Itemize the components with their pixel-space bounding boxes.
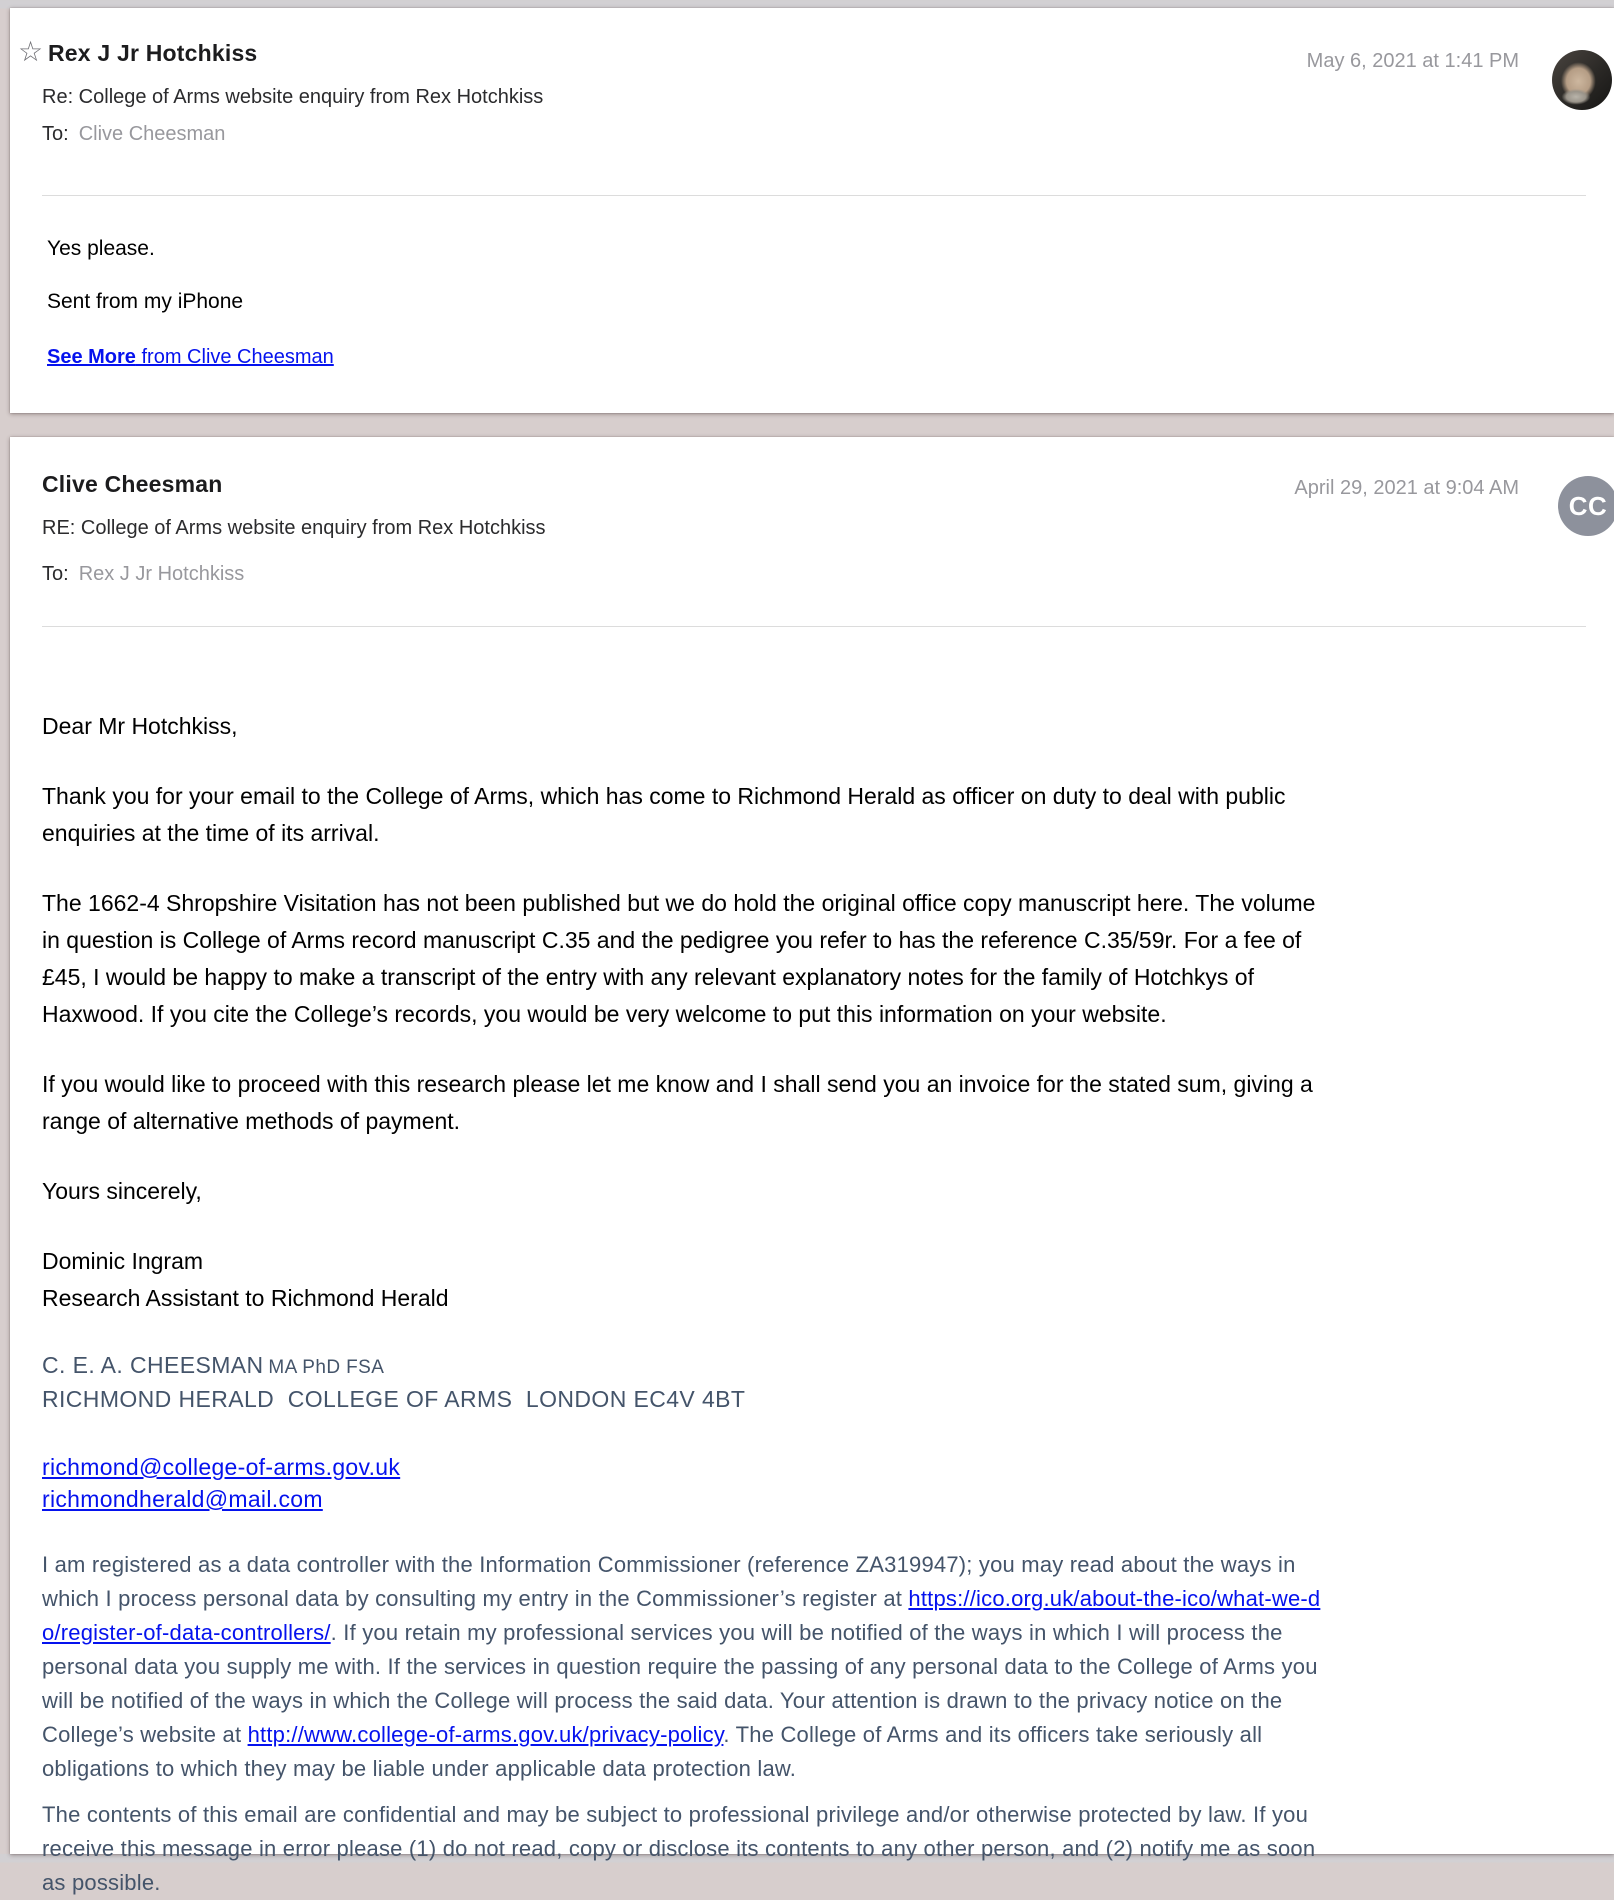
header-separator (42, 626, 1586, 627)
text-segment: . If you retain my professional services you will be notified of the ways in which I will process the personal data you supply me with. If the services in question require the passing of any personal data to the College of Arms you will be notified of the ways in which the College will process the said data. Your attention is drawn to the privacy notice on the College’s website at (42, 1620, 1318, 1747)
body-paragraph-2: The 1662-4 Shropshire Visitation has not been published but we do hold the original office copy manuscript here. The volume in question is College of Arms record manuscript C.35 and the pedigree you refer to has the reference C.35/59r. For a fee of £45, I would be happy to make a transcript of the entry with any relevant explanatory notes for the family of Hotchkys of Haxwood. If you cite the College’s records, you would be very welcome to put this information on your website. (42, 890, 1316, 1027)
sender-name: Clive Cheesman (42, 471, 223, 497)
email-card-reply (10, 8, 1614, 413)
to-label: To: (42, 123, 69, 145)
star-flag-icon[interactable]: ☆ (18, 36, 44, 67)
signature-credentials: MA PhD FSA (268, 1357, 385, 1378)
text-segment: I am registered as a data controller with the Information Commissioner (reference ZA319947); you may read about the ways in which I process personal data by consulting my entry in the Commissioner’s register at (42, 1552, 1296, 1611)
inline-link[interactable]: https://ico.org.uk/about-the-ico/what-we-do/register-of-data-controllers/ (42, 1586, 1321, 1645)
body-line-yes-please: Yes please. (47, 237, 155, 260)
sender-avatar-initials[interactable]: CC (1558, 476, 1614, 536)
see-more-suffix: from Clive Cheesman (135, 346, 334, 368)
closing-paragraph: Yours sincerely, (42, 1178, 202, 1204)
recipient-name[interactable]: Clive Cheesman (78, 123, 226, 145)
recipient-line (42, 563, 244, 586)
signature-email-links (42, 1451, 1327, 1515)
signature-block (42, 1350, 1327, 1418)
signature-name: C. E. A. CHEESMAN (42, 1352, 264, 1378)
body-line-sent-from-iphone: Sent from my iPhone (47, 290, 244, 313)
signature-address: RICHMOND HERALD COLLEGE OF ARMS LONDON EC4V 4BT (42, 1386, 746, 1412)
see-more-bold-label: See More (47, 346, 136, 368)
email-card-original (10, 437, 1614, 1895)
signer-name: Dominic Ingram (42, 1248, 204, 1274)
to-label: To: (42, 563, 69, 585)
signer-block (42, 1243, 1327, 1317)
sender-name: Rex J Jr Hotchkiss (48, 40, 258, 66)
see-more-link[interactable] (47, 346, 334, 369)
inline-link[interactable]: http://www.college-of-arms.gov.uk/privacy-policy (247, 1722, 724, 1747)
signer-role: Research Assistant to Richmond Herald (42, 1285, 449, 1311)
sender-avatar-photo[interactable] (1552, 50, 1612, 110)
recipient-name[interactable]: Rex J Jr Hotchkiss (78, 563, 245, 585)
email-date: May 6, 2021 at 1:41 PM (1306, 50, 1519, 72)
email-body (42, 708, 1327, 1900)
email-subject: RE: College of Arms website enquiry from Rex Hotchkiss (42, 517, 546, 539)
email-link-richmondherald[interactable]: richmondherald@mail.com (42, 1486, 323, 1512)
header-separator (42, 195, 1586, 196)
body-paragraph-1: Thank you for your email to the College of Arms, which has come to Richmond Herald as officer on duty to deal with public enquiries at the time of its arrival. (42, 783, 1286, 846)
body-paragraph-3: If you would like to proceed with this research please let me know and I shall send you an invoice for the stated sum, giving a range of alternative methods of payment. (42, 1071, 1313, 1134)
greeting-paragraph: Dear Mr Hotchkiss, (42, 713, 238, 739)
email-date: April 29, 2021 at 9:04 AM (1294, 477, 1519, 499)
text-segment: . The College of Arms and its officers take seriously all obligations to which they may be liable under applicable data protection law. (42, 1722, 1263, 1781)
email-link-richmond[interactable]: richmond@college-of-arms.gov.uk (42, 1454, 401, 1480)
email-subject: Re: College of Arms website enquiry from Rex Hotchkiss (42, 86, 544, 108)
legal-paragraph-2: The contents of this email are confidential and may be subject to professional privilege and/or otherwise protected by law. If you receive this message in error please (1) do not read, copy or disclose its contents to any other person, and (2) notify me as soon as possible. (42, 1802, 1316, 1895)
legal-paragraph-1 (42, 1548, 1327, 1786)
recipient-line (42, 123, 225, 146)
